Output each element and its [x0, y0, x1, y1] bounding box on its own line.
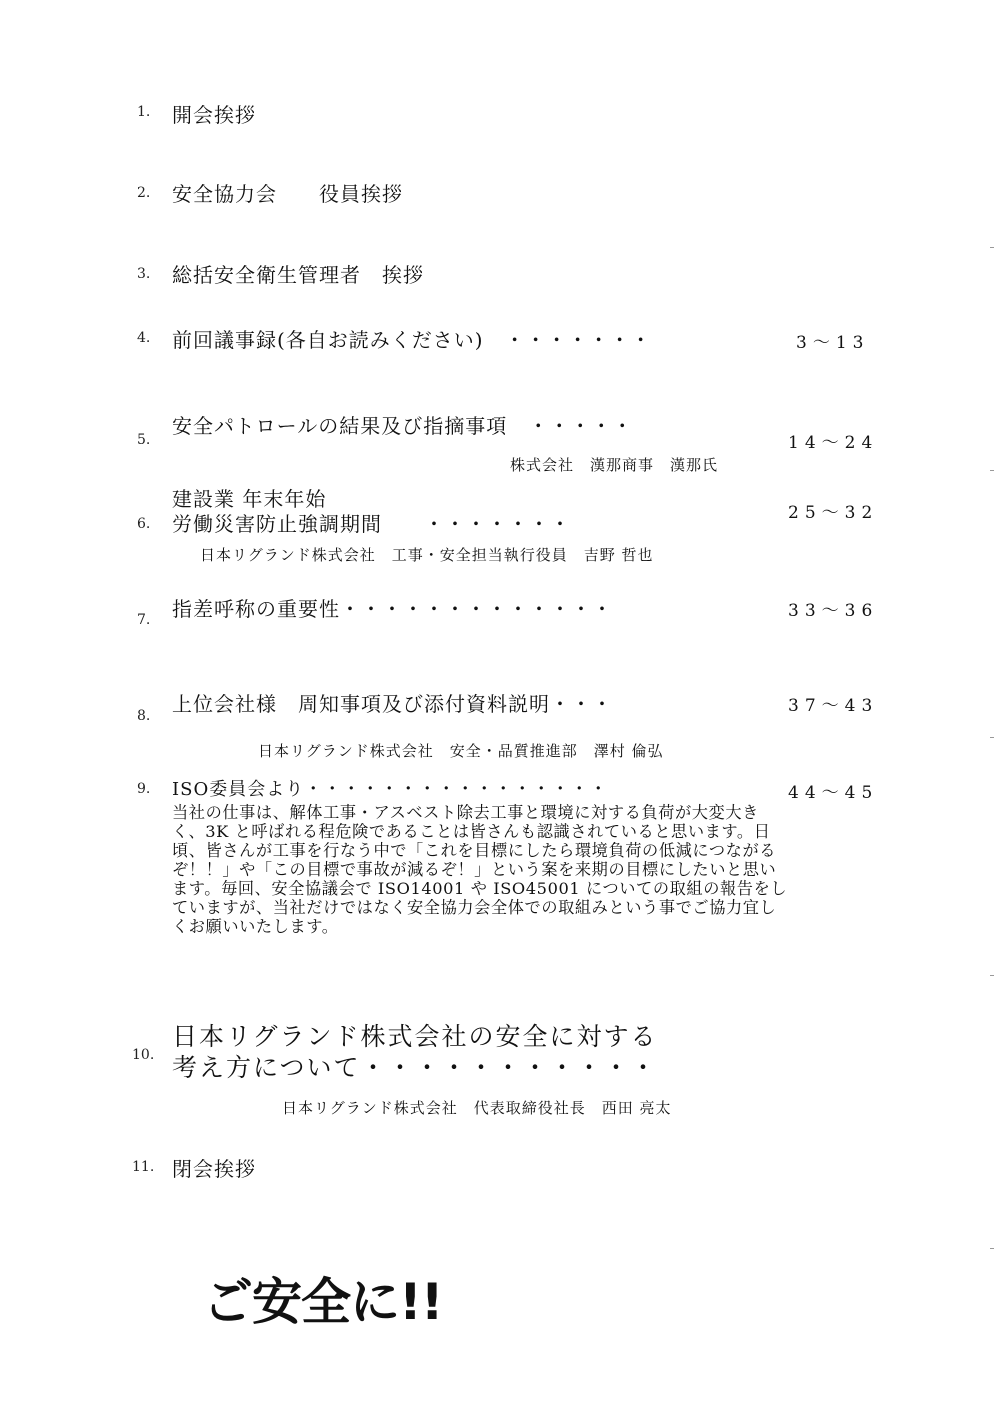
item-10-title-line2: 考え方について・・・・・・・・・・・ [172, 1053, 658, 1082]
item-10-title-line1: 日本リグランド株式会社の安全に対する [172, 1022, 658, 1051]
item-6-title-line2: 労働災害防止強調期間 ・・・・・・・ [172, 512, 571, 536]
item-7-number: 7. [137, 612, 151, 628]
item-3-title: 総括安全衛生管理者 挨拶 [172, 263, 424, 287]
item-6-number: 6. [137, 516, 151, 532]
item-3-number: 3. [137, 266, 151, 282]
scan-mark [990, 737, 994, 738]
closing-slogan: ご安全に!! [203, 1273, 443, 1331]
item-10-presenter: 日本リグランド株式会社 代表取締役社長 西田 亮太 [282, 1099, 672, 1117]
item-6-title-line1: 建設業 年末年始 [172, 487, 327, 511]
item-1-number: 1. [137, 104, 151, 120]
item-8-number: 8. [137, 708, 151, 724]
scan-mark [990, 247, 994, 248]
item-6-pages: 25～32 [788, 503, 879, 523]
item-5-pages: 14～24 [788, 433, 879, 453]
item-4-title: 前回議事録(各自お読みください) ・・・・・・・ [172, 328, 652, 352]
item-11-number: 11. [132, 1159, 155, 1175]
item-1-title: 開会挨拶 [172, 103, 256, 127]
scan-mark [990, 975, 994, 976]
item-9-title: ISO委員会より・・・・・・・・・・・・・・・・ [172, 779, 609, 800]
item-9-pages: 44～45 [788, 783, 879, 803]
item-8-title: 上位会社様 周知事項及び添付資料説明・・・ [172, 692, 613, 716]
item-9-description: 当社の仕事は、解体工事・アスベスト除去工事と環境に対する負荷が大変大きく、3K と呼ばれる程危険であることは皆さんも認識されていると思います。日頃、皆さんが工事を行なう中で「これを目標にしたら環境負荷の低減につながるぞ！！」や「この目標で事故が減るぞ！」という案を来期の目標にしたいと思います。毎回、安全協議会で ISO14001 や ISO45001 についての取組の報告をしていますが、当社だけではなく安全協力会全体での取組みという事でご協力宜しくお願いいたします。 [172, 803, 788, 936]
item-4-number: 4. [137, 330, 151, 346]
scan-mark [990, 470, 994, 471]
scan-mark [990, 1248, 994, 1249]
item-5-title: 安全パトロールの結果及び指摘事項 ・・・・・ [172, 414, 634, 438]
item-7-title: 指差呼称の重要性・・・・・・・・・・・・・ [172, 597, 613, 621]
item-8-pages: 37～43 [788, 696, 879, 716]
item-4-pages: 3～13 [796, 333, 870, 353]
item-5-number: 5. [137, 432, 151, 448]
item-8-presenter: 日本リグランド株式会社 安全・品質推進部 澤村 倫弘 [258, 742, 664, 760]
item-6-presenter: 日本リグランド株式会社 工事・安全担当執行役員 吉野 哲也 [200, 546, 654, 564]
item-7-pages: 33～36 [788, 601, 879, 621]
item-5-presenter: 株式会社 漢那商事 漢那氏 [510, 456, 719, 474]
item-9-number: 9. [137, 781, 151, 797]
item-11-title: 閉会挨拶 [172, 1157, 256, 1181]
item-10-number: 10. [132, 1047, 155, 1063]
item-2-number: 2. [137, 185, 151, 201]
item-2-title: 安全協力会 役員挨拶 [172, 182, 403, 206]
